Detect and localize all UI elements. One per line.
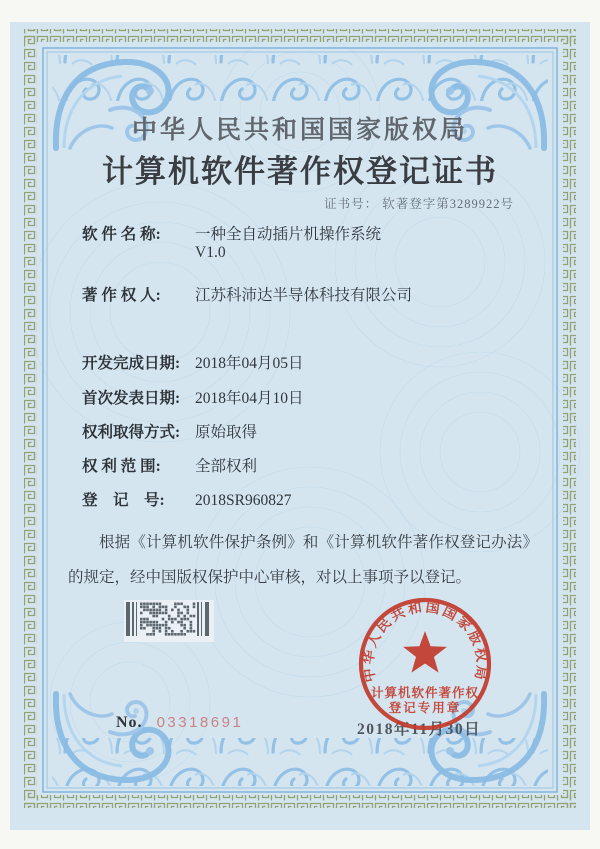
serial-value: 03318691 [156, 714, 244, 731]
field-label: 首次发表日期: [82, 390, 181, 407]
official-seal [352, 591, 498, 737]
software-version: V1.0 [195, 244, 226, 261]
seal-star-icon [403, 631, 447, 673]
field-registration-number [82, 488, 291, 510]
field-label: 权利取得方式: [82, 424, 181, 441]
field-value: 2018年04月05日 [195, 355, 304, 372]
serial-number [116, 714, 243, 732]
serial-prefix: No. [116, 714, 143, 731]
field-value: 2018年04月10日 [195, 390, 304, 407]
field-value: 江苏科沛达半导体科技有限公司 [195, 287, 413, 304]
field-copyright-owner [82, 283, 412, 305]
field-label: 权 利 范 围: [82, 458, 161, 475]
field-label: 著 作 权 人: [82, 287, 161, 304]
field-dev-complete-date [82, 351, 304, 373]
seal-arc-text: 中华人民共和国国家版权局 [361, 600, 489, 684]
field-rights-scope [82, 454, 257, 476]
certificate-title: 计算机软件著作权登记证书 [102, 154, 498, 189]
issuing-authority: 中华人民共和国国家版权局 [131, 117, 468, 144]
field-label: 开发完成日期: [82, 355, 181, 372]
field-label: 软 件 名 称: [82, 226, 161, 243]
field-value: 2018SR960827 [195, 492, 292, 509]
field-value: 原始取得 [195, 424, 258, 441]
certificate-number: 证书号： 软著登字第3289922号 [324, 197, 514, 211]
field-software-name [82, 222, 381, 244]
certificate [10, 22, 590, 830]
seal-inner-line1: 计算机软件著作权 [370, 686, 480, 700]
field-value: 全部权利 [195, 458, 258, 475]
field-rights-acquisition [82, 420, 257, 442]
field-value: 一种全自动插片机操作系统 [195, 226, 382, 243]
field-first-publish-date [82, 386, 304, 408]
registration-statement: 根据《计算机软件保护条例》和《计算机软件著作权登记办法》的规定，经中国版权保护中心审核，对以上事项予以登记。 [68, 534, 538, 586]
seal-inner-line2: 登记专用章 [388, 701, 462, 715]
seal-date: 2018年11月30日 [357, 721, 482, 738]
barcode [124, 600, 214, 642]
field-label: 登 记 号: [82, 492, 165, 509]
